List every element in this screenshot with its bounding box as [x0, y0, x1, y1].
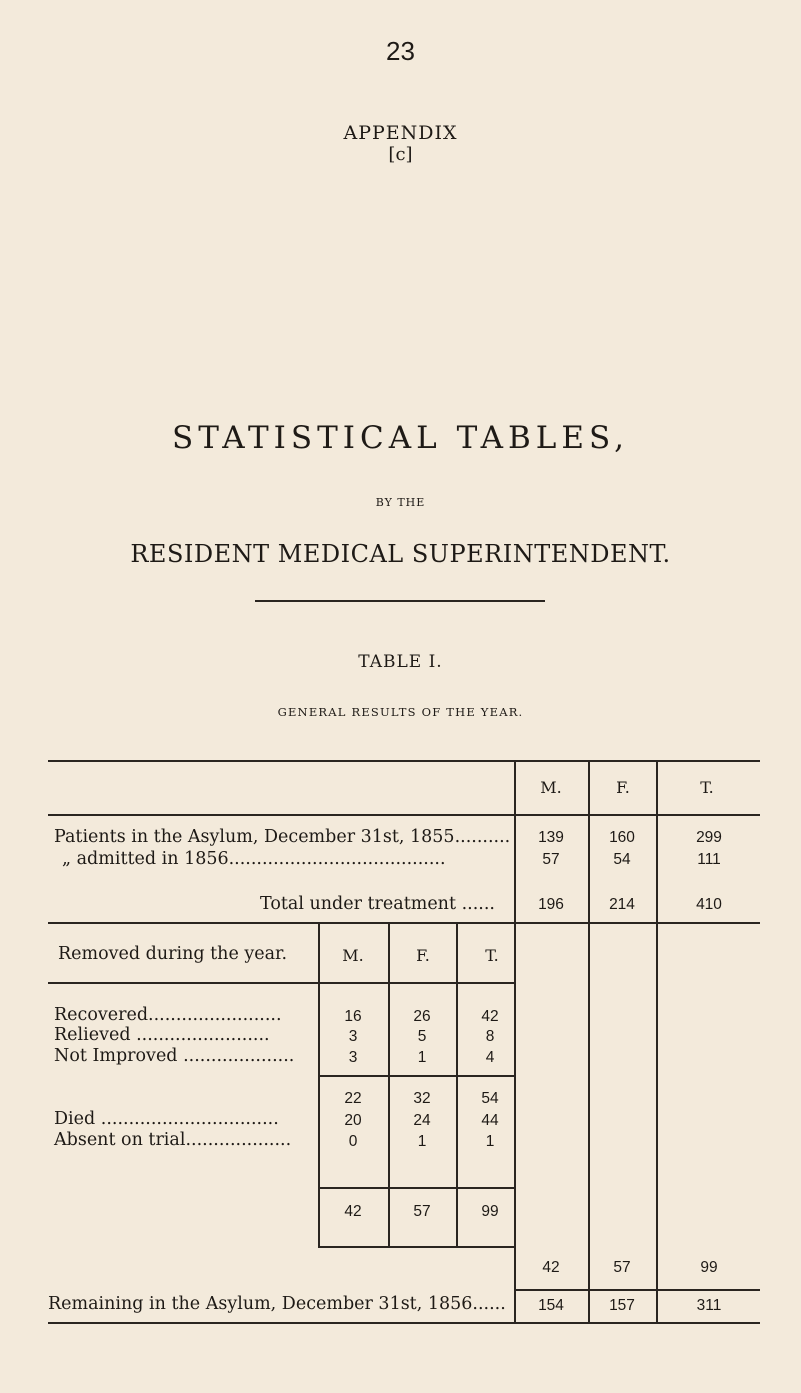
- row-label-relieved: Relieved ........................: [54, 1025, 270, 1045]
- sub-col-divider-f: [388, 922, 390, 1246]
- cell-died-f: 24: [413, 1112, 431, 1129]
- appendix-heading: APPENDIX: [343, 122, 458, 144]
- cell-carried-t: 99: [700, 1259, 718, 1276]
- cell-subtotal1-t: 54: [481, 1090, 499, 1107]
- cell-recovered-f: 26: [413, 1008, 431, 1025]
- cell-not-improved-f: 1: [417, 1049, 427, 1066]
- cell-died-m: 20: [344, 1112, 362, 1129]
- cell-carried-f: 57: [613, 1259, 631, 1276]
- sub-col-divider-t: [456, 922, 458, 1246]
- cell-not-improved-m: 3: [348, 1049, 358, 1066]
- cell-admitted-1856-f: 54: [613, 851, 631, 868]
- cell-not-improved-t: 4: [485, 1049, 495, 1066]
- cell-absent-t: 1: [485, 1133, 495, 1150]
- row-label-absent-on-trial: Absent on trial...................: [54, 1130, 292, 1150]
- cell-remaining-t: 311: [696, 1297, 722, 1314]
- cell-remaining-f: 157: [609, 1297, 635, 1314]
- sub-header-m: M.: [342, 946, 364, 965]
- author-line: RESIDENT MEDICAL SUPERINTENDENT.: [130, 540, 671, 568]
- header-m: M.: [540, 778, 562, 797]
- remaining-topline: [514, 1289, 760, 1291]
- cell-subtotal1-m: 22: [344, 1090, 362, 1107]
- sub-header-underline: [48, 982, 514, 984]
- row-label-admitted-1856: „ admitted in 1856.......................................: [62, 849, 446, 869]
- row-label-remaining: Remaining in the Asylum, December 31st, 1856......: [48, 1294, 506, 1314]
- cell-admitted-1856-t: 111: [697, 851, 721, 868]
- sub-col-divider-m: [318, 922, 320, 1246]
- sub-subtotal2-line: [318, 1187, 514, 1189]
- cell-subtotal1-f: 32: [413, 1090, 431, 1107]
- cell-subtotal2-t: 99: [481, 1203, 499, 1220]
- cell-subtotal2-f: 57: [413, 1203, 431, 1220]
- table-bottom-border: [48, 1322, 760, 1324]
- cell-admitted-1856-m: 57: [542, 851, 560, 868]
- table-title: TABLE I.: [358, 652, 443, 672]
- sub-header-f: F.: [416, 946, 430, 965]
- cell-total-f: 214: [609, 896, 635, 913]
- cell-patients-1855-f: 160: [609, 829, 635, 846]
- cell-subtotal2-m: 42: [344, 1203, 362, 1220]
- row-label-recovered: Recovered........................: [54, 1005, 282, 1025]
- cell-relieved-t: 8: [485, 1028, 495, 1045]
- cell-died-t: 44: [481, 1112, 499, 1129]
- table-top-border: [48, 760, 760, 762]
- header-underline: [48, 814, 760, 816]
- cell-relieved-m: 3: [348, 1028, 358, 1045]
- row-label-not-improved: Not Improved ....................: [54, 1046, 295, 1066]
- page-number: 23: [386, 36, 415, 66]
- cell-total-t: 410: [696, 896, 722, 913]
- cell-patients-1855-t: 299: [696, 829, 722, 846]
- cell-patients-1855-m: 139: [538, 829, 564, 846]
- cell-recovered-m: 16: [344, 1008, 362, 1025]
- table-subtitle: GENERAL RESULTS OF THE YEAR.: [277, 705, 524, 719]
- header-t: T.: [700, 778, 714, 797]
- cell-relieved-f: 5: [417, 1028, 427, 1045]
- divider: [255, 600, 545, 602]
- sub-subtotal1-line: [318, 1075, 514, 1077]
- main-title: STATISTICAL TABLES,: [172, 420, 629, 456]
- cell-carried-m: 42: [542, 1259, 560, 1276]
- by-line: BY THE: [375, 496, 426, 509]
- row-label-patients-1855: Patients in the Asylum, December 31st, 1855..........: [54, 827, 511, 847]
- removed-heading: Removed during the year.: [58, 944, 288, 964]
- total-underline: [48, 922, 760, 924]
- cell-absent-m: 0: [348, 1133, 358, 1150]
- row-label-total: Total under treatment ......: [260, 894, 495, 914]
- row-label-died: Died ................................: [54, 1109, 279, 1129]
- cell-recovered-t: 42: [481, 1008, 499, 1025]
- sub-header-t: T.: [485, 946, 499, 965]
- cell-absent-f: 1: [417, 1133, 427, 1150]
- sub-bottom-line: [318, 1246, 514, 1248]
- cell-remaining-m: 154: [538, 1297, 564, 1314]
- cell-total-m: 196: [538, 896, 564, 913]
- appendix-ref: [c]: [388, 144, 413, 165]
- header-f: F.: [616, 778, 630, 797]
